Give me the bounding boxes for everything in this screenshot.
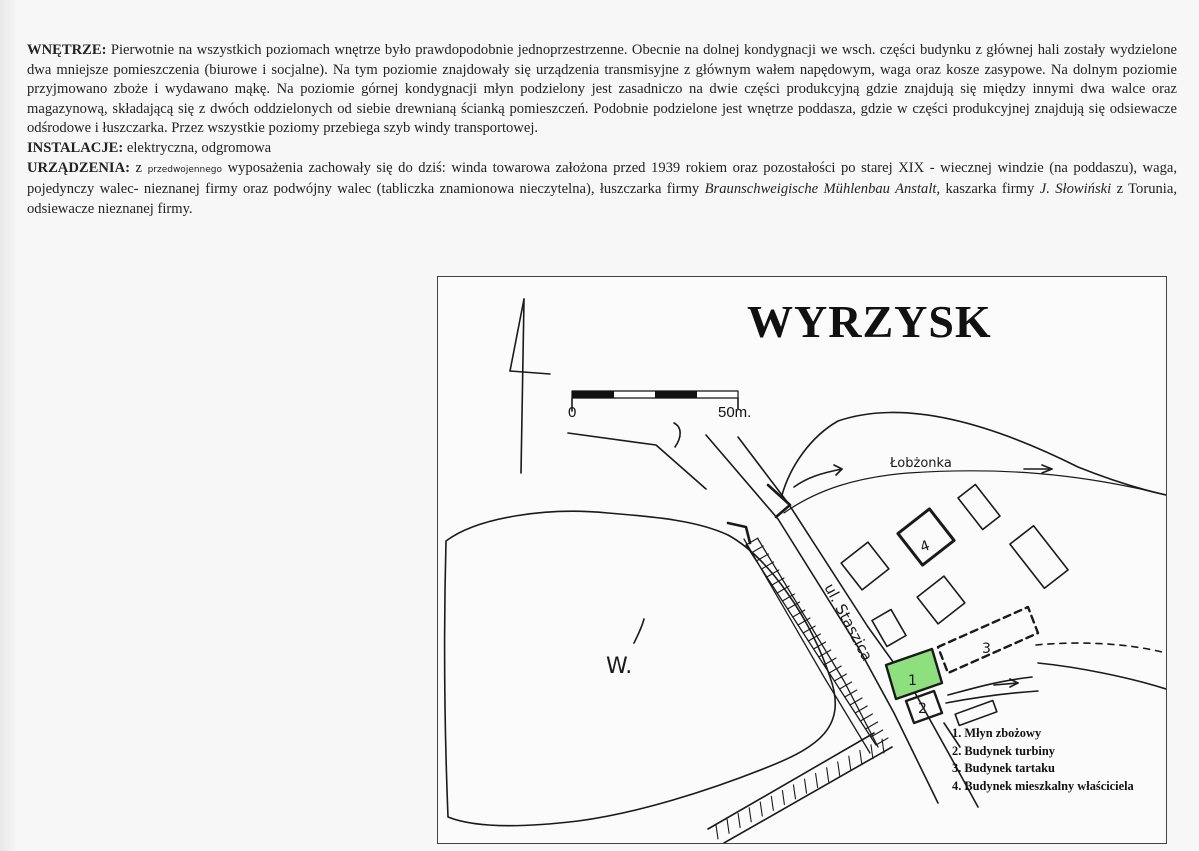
legend-item-2: 2. Budynek turbiny [952,743,1055,758]
hatch-tick [760,802,762,816]
stream-bank [1038,663,1166,689]
hatch-tick [749,808,751,822]
river-lobzonka [782,412,1166,513]
hatch-tick [871,745,873,759]
hatch-tick [738,814,740,828]
legend-item-3: 3. Budynek tartaku [952,761,1055,775]
wnetrze-label: WNĘTRZE: [27,42,107,58]
river-label: Łobżonka [890,456,952,471]
road-curb [674,423,680,447]
urzadzenia-text-2: , kaszarka firmy [936,181,1035,198]
instalacje-text: elektryczna, odgromowa [126,139,272,156]
scale-bar [572,391,738,411]
hatch-tick [827,768,829,782]
map-title: WYRZYSK [747,296,992,347]
firm-name-2: J. Słowiński [1039,181,1112,198]
building-3-sawmill [938,607,1038,673]
side-road [568,433,706,489]
urzadzenia-label: URZĄDZENIA: [27,159,130,176]
hatch-tick [793,785,795,799]
building-4-label: 4 [918,537,933,556]
wnetrze-paragraph [27,41,1177,139]
building-b [917,576,965,624]
building-a [841,542,889,590]
hatch-tick [838,762,840,776]
building-2-label: 2 [918,701,927,717]
area-w-mark [634,619,644,643]
instalacje-paragraph [27,139,1177,159]
hatch-tick [805,779,807,793]
building-f [955,701,997,726]
hatch-ticks [716,538,888,839]
urzadzenia-prefix: z [135,159,143,176]
hatch-tick [772,578,784,585]
legend-item-1: 1. Młyn zbożowy [952,726,1042,740]
building-e [1010,526,1068,589]
lower-road [708,733,892,843]
hatch-tick [767,570,779,577]
building-d [958,484,1000,529]
scale-start-label: 0 [568,404,577,421]
instalacje-label: INSTALACJE: [27,139,124,156]
hatch-tick [751,546,763,553]
wnetrze-text: Pierwotnie na wszystkich poziomach wnętrze było prawdopodobnie jednoprzestrzenne. Obecnie na dolnej kondygnacji we wsch. części budynku z głównej hali zostały wydzielone dwa mniejsze pomieszczenia (biurowe i socjalne). Na tym poziomie znajdowały się urządzenia transmisyjne z głównym wałem napędowym, waga oraz kosze zasypowe. Na dolnym poziomie przyjmowano zboże i wydawano mąkę. Na poziomie górnej kondygnacji młyn podzielony jest zasadniczo na dwie części produkcyjną gdzie znajdują się między innymi dwa walce oraz magazynową, składającą się z dwóch oddzielonych od siebie drewnianą ścianką pomieszczeń. Podobnie podzielone jest wnętrze poddasza, gdzie w części produkcyjnej znajdują się odsiewacze odśrodowe i łuszczarka. Przez wszystkie poziomy przebiega szyb windy transportowej. [27,42,1177,137]
urzadzenia-text-3: z Torunia, odsiewacze nieznanej firmy. [27,181,1177,217]
north-arrow-icon [510,299,550,473]
map-legend [952,725,1134,795]
hatch-tick [816,773,818,787]
hatch-tick [849,756,851,770]
area-w-outline [445,511,836,825]
description-text [27,41,1177,219]
street-label: ul. Staszica [820,580,877,665]
hatch-tick [727,819,729,833]
handwritten-insertion: przedwojennego [147,164,223,175]
hatch-tick [716,825,718,839]
site-map [437,276,1167,844]
scale-end-label: 50m. [718,404,752,421]
hatch-tick [860,750,862,764]
firm-name-1: Braunschweigische Mühlenbau Anstalt [704,181,937,198]
building-3-label: 3 [982,641,991,657]
scan-edge-shadow [0,0,18,851]
urzadzenia-paragraph [27,159,1177,220]
mill-race [1036,643,1166,653]
building-1-label: 1 [908,673,917,689]
area-w-label: W. [606,654,633,679]
hatch-tick [771,796,773,810]
hatch-tick [782,791,784,805]
urzadzenia-text-1: wyposażenia zachowały się do dziś: winda towarowa założona przed 1939 rokiem oraz pozostałości po starej XIX - wiecznej windzie (na poddaszu), waga, pojedynczy walec- nieznanej firmy oraz podwójny walec (tabliczka znamionowa nieczytelna), łuszczarka firmy [27,159,1177,198]
hatch-tick [845,690,857,697]
legend-item-4: 4. Budynek mieszkalny właściciela [952,778,1134,793]
